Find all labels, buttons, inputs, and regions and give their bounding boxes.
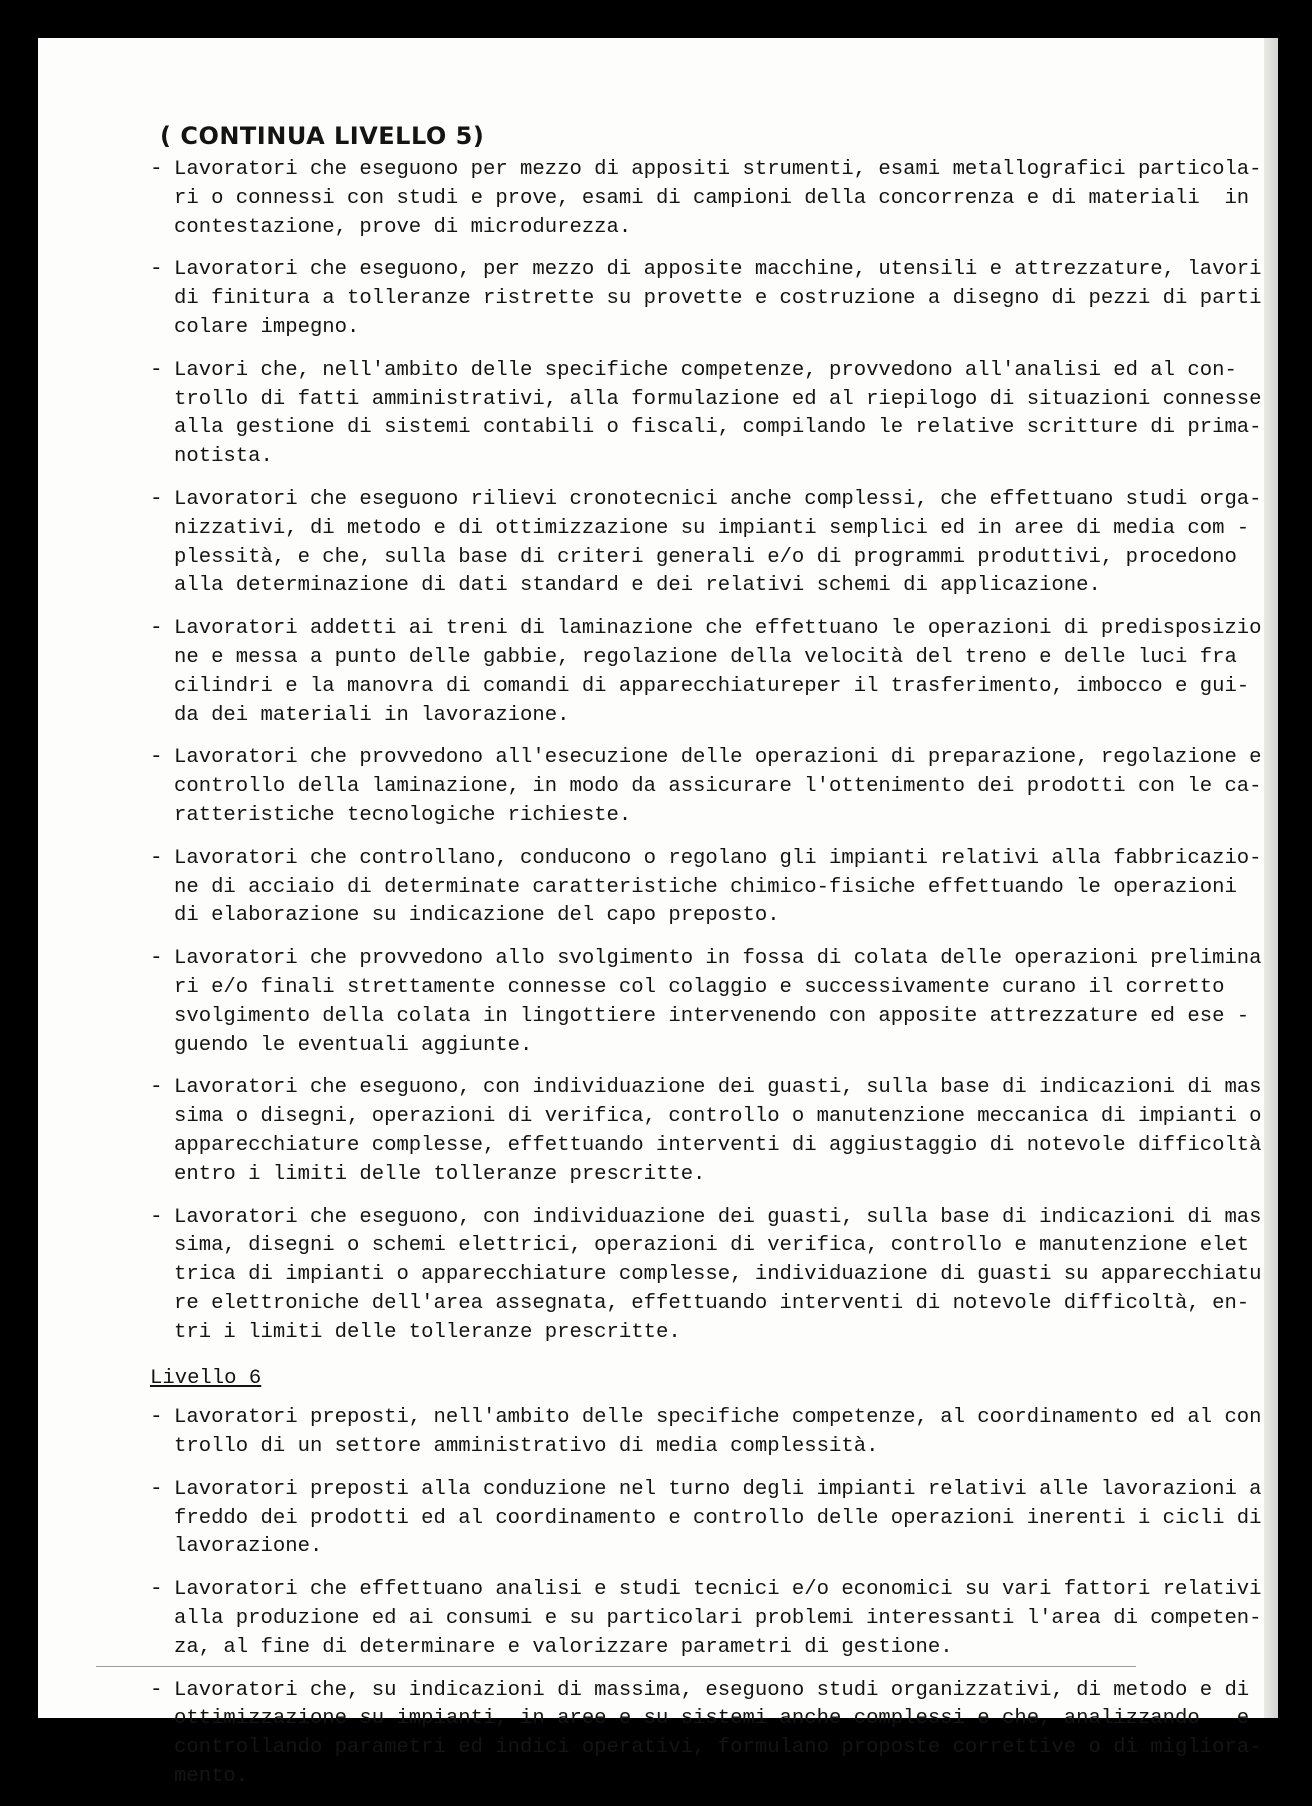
item-line: alla produzione ed ai consumi e su particolari problemi interessanti l'area di competen- (174, 1607, 1262, 1631)
item-line: nizzativi, di metodo e di ottimizzazione su impianti semplici ed in aree di media com - (174, 516, 1250, 540)
bottom-rule (96, 1666, 1136, 1667)
item-line: Lavoratori preposti, nell'ambito delle specifiche competenze, al coordinamento ed al con (174, 1406, 1262, 1430)
list-item (110, 256, 1290, 342)
item-line: alla determinazione di dati standard e dei relativi schemi di applicazione. (174, 574, 1101, 598)
bullet-dash: - (150, 1406, 163, 1430)
list-item (110, 744, 1290, 830)
page-content (110, 120, 1290, 1806)
bullet-dash: - (150, 1578, 163, 1602)
list-item (110, 945, 1290, 1060)
item-line: ottimizzazione su impianti, in aree e su sistemi anche complessi e che, analizzando e (174, 1707, 1250, 1731)
item-line: ne di acciaio di determinate caratteristiche chimico-fisiche effettuando le operazioni (174, 875, 1237, 899)
item-line: Lavoratori che eseguono per mezzo di appositi strumenti, esami metallografici particola- (174, 158, 1262, 181)
item-line: sima, disegni o schemi elettrici, operazioni di verifica, controllo e manutenzione elet (174, 1234, 1250, 1258)
item-line: re elettroniche dell'area assegnata, effettuando interventi di notevole difficoltà, en- (174, 1291, 1250, 1315)
list-item (110, 1204, 1290, 1348)
item-line: ne e messa a punto delle gabbie, regolazione della velocità del treno e delle luci fra (174, 645, 1237, 669)
item-line: tri i limiti delle tolleranze prescritte. (174, 1320, 681, 1344)
item-line: Lavoratori che provvedono all'esecuzione delle operazioni di preparazione, regolazione e (174, 746, 1262, 770)
bullet-dash: - (150, 617, 163, 641)
bullet-dash: - (150, 1678, 163, 1702)
item-line: ri e/o finali strettamente connesse col colaggio e successivamente curano il corretto (174, 975, 1225, 999)
item-line: controllo della laminazione, in modo da assicurare l'ottenimento dei prodotti con le ca- (174, 775, 1262, 799)
level6-heading: Livello 6 (150, 1367, 262, 1391)
item-line: lavorazione. (174, 1535, 323, 1559)
list-item (110, 615, 1290, 730)
item-line: colare impegno. (174, 315, 360, 339)
bullet-dash: - (150, 846, 163, 870)
document-page (38, 38, 1278, 1789)
item-line: Lavoratori addetti ai treni di laminazione che effettuano le operazioni di predisposizio (174, 617, 1262, 641)
bullet-dash: - (150, 1205, 163, 1229)
item-line: freddo dei prodotti ed al coordinamento e controllo delle operazioni inerenti i cicli di (174, 1506, 1262, 1530)
item-line: Lavoratori che eseguono, con individuazione dei guasti, sulla base di indicazioni di mas (174, 1076, 1262, 1100)
bullet-dash: - (150, 746, 163, 770)
level5-list (110, 156, 1290, 1347)
item-line: alla gestione di sistemi contabili o fiscali, compilando le relative scritture di prima- (174, 416, 1262, 440)
item-line: da dei materiali in lavorazione. (174, 703, 570, 727)
item-line: guendo le eventuali aggiunte. (174, 1033, 533, 1057)
list-item (110, 845, 1290, 931)
list-item (110, 1677, 1290, 1792)
item-line: ratteristiche tecnologiche richieste. (174, 803, 632, 827)
item-line: trica di impianti o apparecchiature complesse, individuazione di guasti su apparecchiatu (174, 1263, 1262, 1287)
bullet-dash: - (150, 158, 163, 181)
item-line: Lavoratori che provvedono allo svolgimento in fossa di colata delle operazioni prelimina (174, 947, 1262, 971)
item-line: ri o connessi con studi e prove, esami di campioni della concorrenza e di materiali in (174, 186, 1250, 210)
bullet-dash: - (150, 1477, 163, 1501)
item-line: Lavoratori che effettuano analisi e studi tecnici e/o economici su vari fattori relativi (174, 1578, 1262, 1602)
item-line: cilindri e la manovra di comandi di apparecchiatureper il trasferimento, imbocco e gui- (174, 674, 1250, 698)
item-line: svolgimento della colata in lingottiere intervenendo con apposite attrezzature ed ese - (174, 1004, 1250, 1028)
list-item (110, 156, 1290, 242)
item-line: Lavoratori che eseguono rilievi cronotecnici anche complessi, che effettuano studi orga- (174, 487, 1262, 511)
list-item (110, 1476, 1290, 1562)
bullet-dash: - (150, 358, 163, 382)
item-line: controllando parametri ed indici operativi, formulano proposte correttive o di migliora- (174, 1736, 1262, 1760)
list-item (110, 357, 1290, 472)
item-line: entro i limiti delle tolleranze prescritte. (174, 1162, 706, 1186)
list-item (110, 1074, 1290, 1189)
item-line: apparecchiature complesse, effettuando interventi di aggiustaggio di notevole difficoltà (174, 1133, 1262, 1157)
item-line: sima o disegni, operazioni di verifica, controllo o manutenzione meccanica di impianti o (174, 1105, 1262, 1129)
item-line: Lavoratori che eseguono, per mezzo di apposite macchine, utensili e attrezzature, lavori (174, 258, 1262, 282)
item-line: mento. (174, 1765, 249, 1789)
item-line: Lavoratori che controllano, conducono o regolano gli impianti relativi alla fabbricazio- (174, 846, 1262, 870)
item-line: notista. (174, 445, 273, 469)
item-line: trollo di fatti amministrativi, alla formulazione ed al riepilogo di situazioni connesse (174, 387, 1262, 411)
item-line: trollo di un settore amministrativo di media complessità. (174, 1435, 879, 1459)
item-line: Lavoratori che eseguono, con individuazione dei guasti, sulla base di indicazioni di mas (174, 1205, 1262, 1229)
item-line: plessità, e che, sulla base di criteri generali e/o di programmi produttivi, procedono (174, 545, 1237, 569)
bullet-dash: - (150, 947, 163, 971)
item-line: za, al fine di determinare e valorizzare parametri di gestione. (174, 1635, 953, 1659)
handwritten-title: ( CONTINUA LIVELLO 5) (160, 122, 485, 150)
item-line: di elaborazione su indicazione del capo preposto. (174, 904, 780, 928)
list-item (110, 486, 1290, 601)
bullet-dash: - (150, 258, 163, 282)
item-line: Lavoratori che, su indicazioni di massima, eseguono studi organizzativi, di metodo e di (174, 1678, 1250, 1702)
item-line: Lavori che, nell'ambito delle specifiche competenze, provvedono all'analisi ed al con- (174, 358, 1237, 382)
item-line: di finitura a tolleranze ristrette su provette e costruzione a disegno di pezzi di parti (174, 287, 1262, 311)
bullet-dash: - (150, 487, 163, 511)
item-line: contestazione, prove di microdurezza. (174, 215, 632, 239)
item-line: Lavoratori preposti alla conduzione nel turno degli impianti relativi alle lavorazioni a (174, 1477, 1262, 1501)
list-item (110, 1576, 1290, 1662)
bullet-dash: - (150, 1076, 163, 1100)
list-item (110, 1404, 1290, 1462)
level6-list (110, 1404, 1290, 1792)
